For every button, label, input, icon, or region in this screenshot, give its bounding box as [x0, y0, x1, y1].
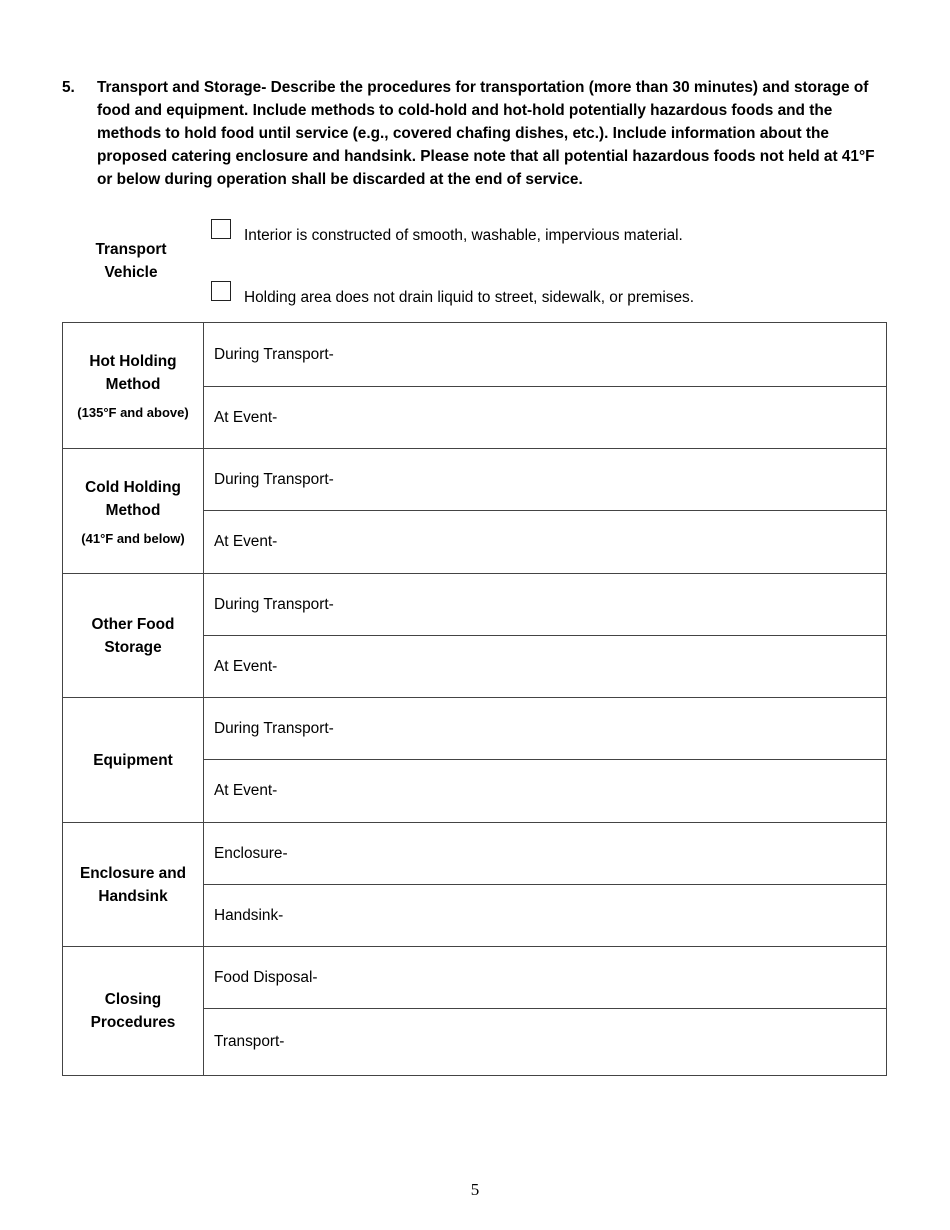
row-other-food-storage: [63, 573, 886, 697]
interior-material-checkbox[interactable]: [211, 219, 231, 239]
row-title-line1: Equipment: [93, 751, 173, 769]
row-subtitle: (135°F and above): [77, 405, 189, 420]
interior-material-label: Interior is constructed of smooth, washable, impervious material.: [244, 227, 683, 244]
row-title-line1: Other Food: [91, 615, 175, 633]
row-title-line2: Storage: [104, 638, 162, 656]
row-title-line2: Method: [105, 501, 161, 519]
equipment-during-transport-field[interactable]: During Transport-: [214, 720, 334, 737]
food-disposal-field[interactable]: Food Disposal-: [214, 969, 318, 986]
row-title-line1: Closing: [104, 991, 162, 1008]
row-label-hot-holding: [63, 323, 204, 448]
checkbox-row-drainage: [211, 281, 694, 306]
row-equipment: [63, 697, 886, 822]
checkbox-row-interior: [211, 219, 683, 244]
row-title-line1: Cold Holding: [85, 478, 181, 496]
other-food-at-event-field[interactable]: At Event-: [204, 635, 886, 697]
equipment-at-event-field[interactable]: At Event-: [204, 759, 886, 822]
row-title-line1: Hot Holding: [89, 353, 177, 370]
no-drainage-label: Holding area does not drain liquid to street, sidewalk, or premises.: [244, 289, 694, 306]
procedures-table: [62, 322, 887, 1076]
row-subtitle: (41°F and below): [81, 530, 185, 546]
hot-holding-at-event-field[interactable]: At Event-: [204, 386, 886, 448]
other-food-during-transport-field[interactable]: During Transport-: [214, 596, 334, 613]
row-label-closing-procedures: [63, 947, 204, 1075]
row-label-other-food-storage: [63, 574, 204, 697]
row-title-line2: Procedures: [90, 1014, 176, 1031]
row-title-line1: Enclosure and: [79, 864, 187, 882]
hot-holding-during-transport-field[interactable]: During Transport-: [214, 345, 334, 363]
closing-transport-field[interactable]: Transport-: [204, 1008, 886, 1075]
section-description: Transport and Storage- Describe the procedures for transportation (more than 30 minutes) and storage of food and equipment. Include methods to cold-hold and hot-hold potentially hazardous foods and the methods to hold food until service (e.g., covered chafing dishes, etc.). Include information about the proposed catering enclosure and handsink. Please note that all potential hazardous foods not held at 41°F or below during operation shall be discarded at the end of service.: [97, 79, 875, 188]
row-closing-procedures: [63, 946, 886, 1075]
row-enclosure-handsink: [63, 822, 886, 946]
enclosure-field[interactable]: Enclosure-: [214, 845, 288, 862]
row-title-line2: Handsink: [98, 887, 168, 905]
cold-holding-during-transport-field[interactable]: During Transport-: [214, 471, 334, 488]
row-cold-holding: [63, 448, 886, 573]
transport-vehicle-label: [62, 238, 200, 284]
transport-vehicle-label-line2: Vehicle: [104, 264, 158, 281]
handsink-field[interactable]: Handsink-: [204, 884, 886, 946]
row-label-cold-holding: [63, 449, 204, 573]
row-label-enclosure-handsink: [63, 823, 204, 946]
section-number: 5.: [62, 79, 75, 96]
row-label-equipment: [63, 698, 204, 822]
cold-holding-at-event-field[interactable]: At Event-: [204, 510, 886, 573]
transport-vehicle-label-line1: Transport: [95, 241, 167, 258]
page-number: 5: [470, 1180, 480, 1199]
row-hot-holding: [63, 323, 886, 448]
no-drainage-checkbox[interactable]: [211, 281, 231, 301]
row-title-line2: Method: [105, 376, 161, 393]
